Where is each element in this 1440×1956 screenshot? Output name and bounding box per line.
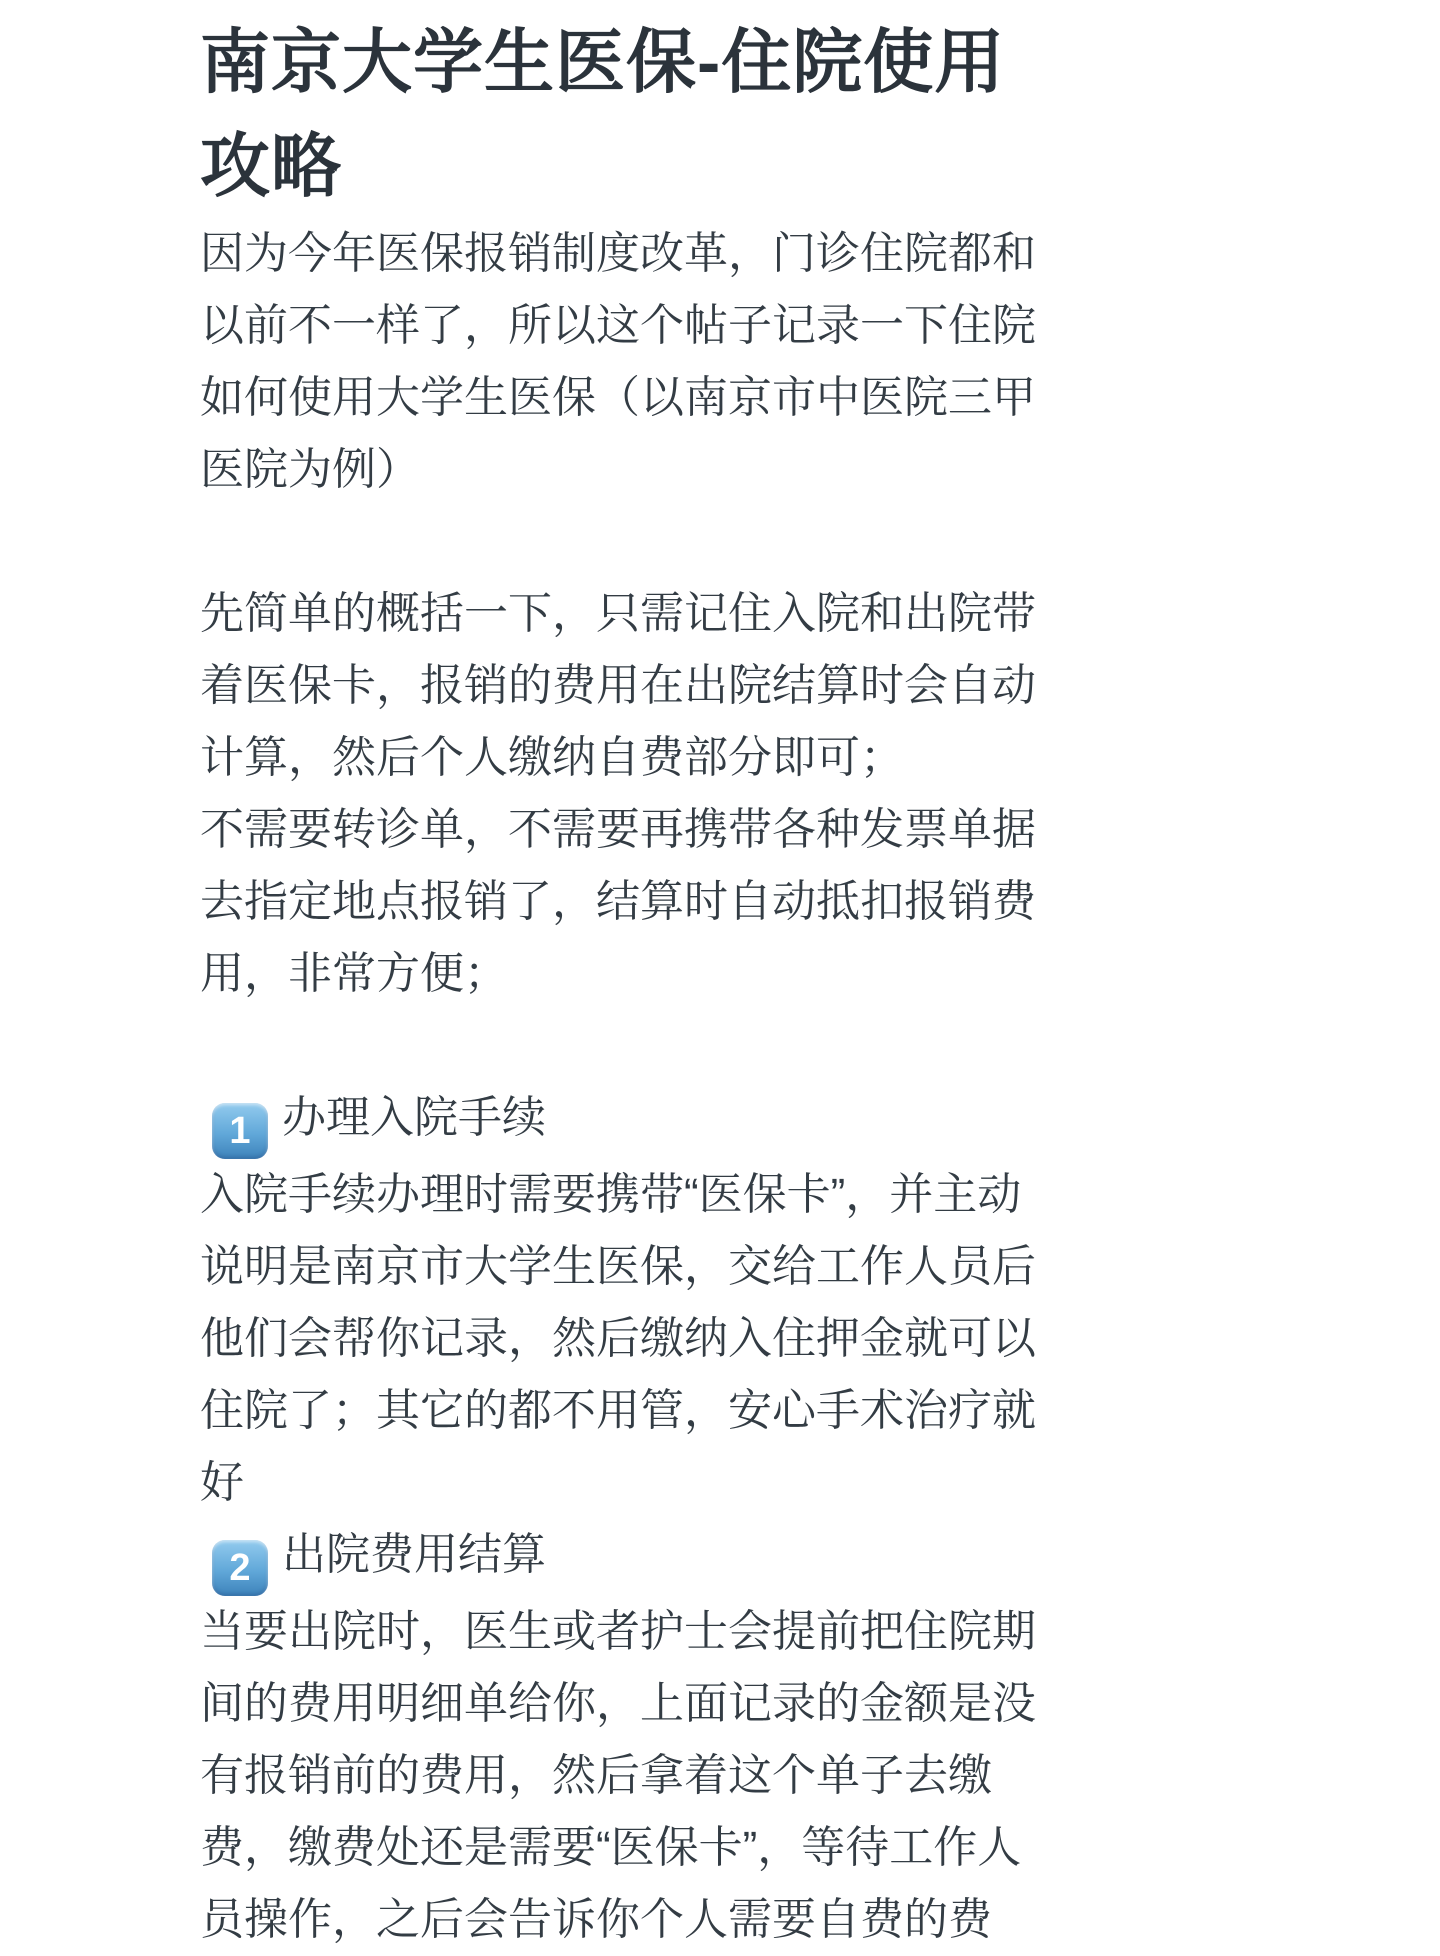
page-title (200, 10, 1060, 218)
text-line: 着医保卡，报销的费用在出院结算时会自动 (200, 661, 1036, 710)
section-admission-body (200, 1159, 1060, 1519)
text-line: 南京大学生医保-住院使用 (200, 23, 1006, 101)
text-line: 入院手续办理时需要携带“医保卡”，并主动 (200, 1170, 1022, 1219)
text-line: 如何使用大学生医保（以南京市中医院三甲 (200, 373, 1036, 422)
text-line: 说明是南京市大学生医保，交给工作人员后 (200, 1242, 1036, 1291)
text-line: 当要出院时，医生或者护士会提前把住院期 (200, 1607, 1036, 1656)
text-line: 去指定地点报销了，结算时自动抵扣报销费 (200, 877, 1036, 926)
section-discharge (200, 1519, 1060, 1956)
text-line: 因为今年医保报销制度改革，门诊住院都和 (200, 229, 1036, 278)
text-line: 医院为例） (200, 445, 420, 494)
text-line: 攻略 (200, 127, 342, 205)
text-line: 他们会帮你记录，然后缴纳入住押金就可以 (200, 1314, 1036, 1363)
intro-paragraph (200, 218, 1060, 506)
text-line: 费，缴费处还是需要“医保卡”，等待工作人 (200, 1823, 1022, 1872)
text-line: 先简单的概括一下，只需记住入院和出院带 (200, 589, 1036, 638)
text-line: 住院了；其它的都不用管，安心手术治疗就 (200, 1386, 1036, 1435)
text-line: 不需要转诊单，不需要再携带各种发票单据 (200, 805, 1036, 854)
section-discharge-heading (200, 1519, 1060, 1596)
section-discharge-body (200, 1596, 1060, 1956)
text-line: 用，非常方便； (200, 949, 508, 998)
keycap-2-icon: 2 (212, 1540, 268, 1596)
section-admission-heading (200, 1082, 1060, 1159)
summary-paragraph (200, 578, 1060, 1010)
text-line: 计算，然后个人缴纳自费部分即可； (200, 733, 904, 782)
text-line: 员操作，之后会告诉你个人需要自费的费 (200, 1895, 992, 1944)
text-line: 好 (200, 1458, 244, 1507)
section-heading-text: 办理入院手续 (282, 1093, 546, 1142)
section-admission (200, 1082, 1060, 1519)
text-line: 有报销前的费用，然后拿着这个单子去缴 (200, 1751, 992, 1800)
section-heading-text: 出院费用结算 (282, 1530, 546, 1579)
text-line: 间的费用明细单给你，上面记录的金额是没 (200, 1679, 1036, 1728)
text-line: 以前不一样了，所以这个帖子记录一下住院 (200, 301, 1036, 350)
keycap-1-icon: 1 (212, 1103, 268, 1159)
